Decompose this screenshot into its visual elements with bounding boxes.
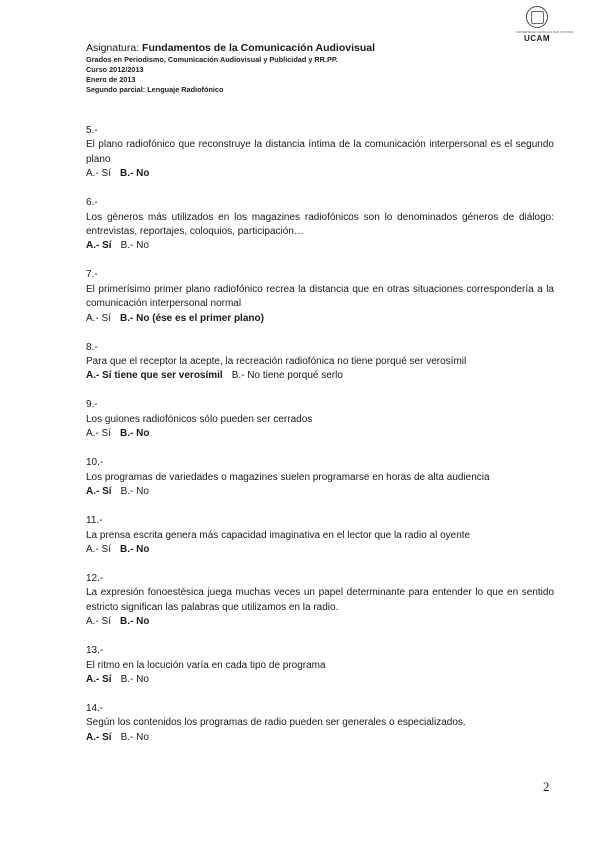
- answer-option: B.- No: [120, 240, 149, 252]
- answer-option: A.- Sí: [86, 312, 112, 324]
- answer-option-correct: A.- Sí: [86, 486, 112, 498]
- answer-option: B.- No tiene porqué serlo: [231, 370, 343, 382]
- answer-option: B.- No: [120, 673, 149, 685]
- question-number: 6.-: [86, 197, 98, 209]
- answer-options: [86, 615, 554, 629]
- document-header: [86, 41, 526, 95]
- question-text: Para que el receptor la acepte, la recreación radiofónica no tiene porqué ser verosímil: [86, 356, 467, 368]
- question-list: [86, 124, 554, 760]
- answer-options: [86, 312, 554, 326]
- question-item: [86, 572, 554, 630]
- question-number: 12.-: [86, 572, 104, 584]
- question-number: 7.-: [86, 269, 98, 281]
- answer-option-correct: A.- Sí: [86, 673, 112, 685]
- question-number: 10.-: [86, 457, 104, 469]
- question-item: [86, 514, 554, 557]
- question-text: Los programas de variedades o magazines suelen programarse en horas de alta audiencia: [86, 471, 490, 483]
- answer-options: [86, 731, 554, 745]
- course-line: Curso 2012/2013: [86, 65, 144, 74]
- answer-option: A.- Sí: [86, 428, 112, 440]
- answer-options: [86, 427, 554, 441]
- page-number: 2: [543, 779, 550, 794]
- answer-options: [86, 369, 554, 383]
- answer-option-correct: B.- No: [120, 168, 150, 180]
- question-number: 8.-: [86, 341, 98, 353]
- question-text: La expresión fonoestésica juega muchas veces un papel determinante para entender lo que en sentido estricto significan las palabras que utilizamos en la radio.: [86, 587, 554, 613]
- question-text: El primerísimo primer plano radiofónico recrea la distancia que en otras situaciones correspondería a la comunicación interpersonal normal: [86, 283, 554, 310]
- question-item: [86, 398, 554, 441]
- question-text: El plano radiofónico que reconstruye la distancia íntima de la comunicación interpersonal es el segundo plano: [86, 139, 554, 165]
- question-number: 9.-: [86, 399, 98, 411]
- exam-line: Segundo parcial: Lenguaje Radiofónico: [86, 85, 224, 94]
- answer-option-correct: B.- No: [120, 616, 150, 628]
- question-number: 11.-: [86, 515, 103, 527]
- date-line: Enero de 2013: [86, 75, 136, 84]
- answer-option: A.- Sí: [86, 616, 112, 628]
- degrees-line: Grados en Periodismo, Comunicación Audiovisual y Publicidad y RR.PP.: [86, 55, 338, 64]
- question-item: [86, 341, 554, 384]
- answer-options: [86, 485, 554, 499]
- question-item: [86, 268, 554, 326]
- answer-option-correct: B.- No (ése es el primer plano): [120, 312, 264, 324]
- question-text: Los géneros más utilizados en los magazines radiofónicos son lo denominados géneros de diálogo: entrevistas, reportajes, coloquios, participación…: [86, 211, 554, 238]
- answer-option-correct: A.- Sí: [86, 240, 112, 252]
- question-text: Los guiones radiofónicos sólo pueden ser cerrados: [86, 413, 313, 425]
- subject-label: Asignatura:: [86, 42, 140, 54]
- answer-option-correct: B.- No: [120, 428, 150, 440]
- answer-options: [86, 543, 554, 557]
- question-number: 13.-: [86, 645, 104, 657]
- question-item: [86, 456, 554, 499]
- answer-option-correct: A.- Sí: [86, 731, 112, 743]
- question-item: [86, 196, 554, 254]
- question-item: [86, 644, 554, 687]
- logo-small-text: UNIVERSIDAD CATÓLICA SAN ANTONIO: [516, 30, 574, 34]
- answer-option: A.- Sí: [86, 543, 112, 555]
- answer-option: B.- No: [120, 731, 149, 743]
- question-number: 14.-: [86, 702, 104, 714]
- question-item: [86, 124, 554, 182]
- answer-options: [86, 673, 554, 687]
- answer-option: A.- Sí: [86, 168, 112, 180]
- question-number: 5.-: [86, 125, 98, 136]
- logo-name: UCAM: [524, 34, 550, 43]
- question-text: La prensa escrita genera más capacidad imaginativa en el lector que la radio al oyente: [86, 529, 471, 541]
- question-text: El ritmo en la locución varía en cada tipo de programa: [86, 659, 326, 671]
- answer-option-correct: A.- Sí tiene que ser verosímil: [86, 370, 223, 382]
- subject-name: Fundamentos de la Comunicación Audiovisual: [142, 42, 376, 54]
- answer-option: B.- No: [120, 486, 149, 498]
- question-item: [86, 702, 554, 745]
- answer-option-correct: B.- No: [120, 543, 150, 555]
- subject-line: [86, 41, 526, 55]
- answer-options: [86, 239, 554, 253]
- answer-options: [86, 167, 554, 181]
- university-seal-icon: [526, 6, 548, 28]
- question-text: Según los contenidos los programas de radio pueden ser generales o especializados.: [86, 717, 466, 729]
